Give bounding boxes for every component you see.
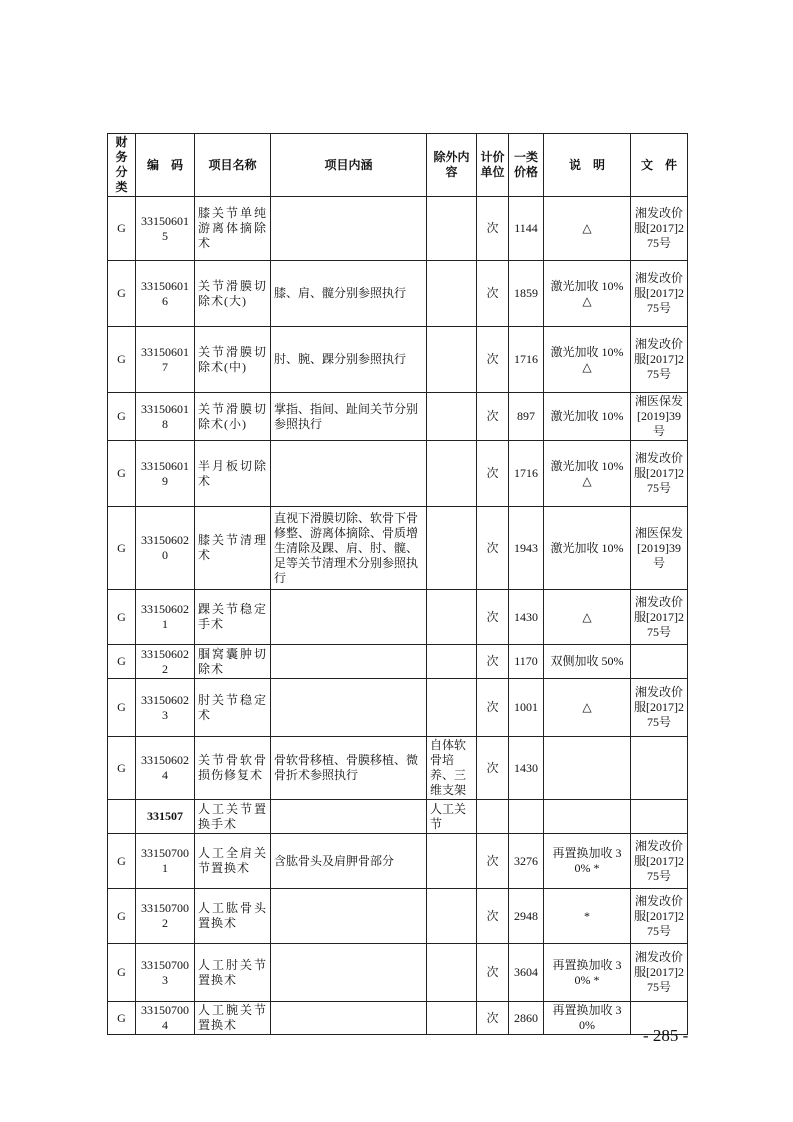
cell-note: △ bbox=[544, 590, 631, 645]
header-content: 项目内涵 bbox=[271, 134, 427, 197]
cell-excluded bbox=[427, 679, 477, 737]
cell-code: 331507002 bbox=[136, 889, 195, 944]
cell-category: G bbox=[108, 679, 136, 737]
cell-price: 3276 bbox=[509, 834, 544, 889]
cell-content: 掌指、指间、趾间关节分别参照执行 bbox=[271, 393, 427, 441]
cell-code: 331506020 bbox=[136, 507, 195, 590]
header-excluded: 除外内容 bbox=[427, 134, 477, 197]
cell-content bbox=[271, 441, 427, 507]
cell-note: 激光加收 10% bbox=[544, 393, 631, 441]
cell-note: 再置换加收 30% bbox=[544, 1002, 631, 1035]
cell-unit: 次 bbox=[477, 261, 509, 327]
cell-name: 膝关节清理术 bbox=[195, 507, 271, 590]
cell-doc: 湘发改价服[2017]275号 bbox=[631, 834, 688, 889]
cell-code: 331506017 bbox=[136, 327, 195, 393]
cell-doc bbox=[631, 737, 688, 800]
cell-category: G bbox=[108, 889, 136, 944]
table-row bbox=[108, 1002, 688, 1035]
cell-unit: 次 bbox=[477, 834, 509, 889]
cell-note bbox=[544, 737, 631, 800]
cell-name: 关节滑膜切除术(大) bbox=[195, 261, 271, 327]
cell-name: 人工肱骨头置换术 bbox=[195, 889, 271, 944]
cell-code: 331507001 bbox=[136, 834, 195, 889]
cell-code: 331506018 bbox=[136, 393, 195, 441]
table-row bbox=[108, 834, 688, 889]
cell-code: 331506016 bbox=[136, 261, 195, 327]
cell-unit: 次 bbox=[477, 679, 509, 737]
cell-price: 1430 bbox=[509, 590, 544, 645]
cell-name: 关节滑膜切除术(小) bbox=[195, 393, 271, 441]
cell-content bbox=[271, 645, 427, 679]
cell-category: G bbox=[108, 507, 136, 590]
cell-content: 骨软骨移植、骨膜移植、微骨折术参照执行 bbox=[271, 737, 427, 800]
cell-content: 肘、腕、踝分别参照执行 bbox=[271, 327, 427, 393]
cell-note: 激光加收 10% △ bbox=[544, 261, 631, 327]
cell-excluded bbox=[427, 507, 477, 590]
cell-price: 2948 bbox=[509, 889, 544, 944]
cell-price: 1170 bbox=[509, 645, 544, 679]
header-doc: 文 件 bbox=[631, 134, 688, 197]
cell-price: 1943 bbox=[509, 507, 544, 590]
table-row bbox=[108, 944, 688, 1002]
table-row bbox=[108, 261, 688, 327]
cell-doc bbox=[631, 645, 688, 679]
cell-name: 人工腕关节置换术 bbox=[195, 1002, 271, 1035]
cell-content: 含肱骨头及肩胛骨部分 bbox=[271, 834, 427, 889]
cell-excluded: 人工关节 bbox=[427, 800, 477, 834]
cell-price: 897 bbox=[509, 393, 544, 441]
cell-name: 腘窝囊肿切除术 bbox=[195, 645, 271, 679]
cell-name: 肘关节稳定术 bbox=[195, 679, 271, 737]
cell-content bbox=[271, 944, 427, 1002]
cell-code: 331506022 bbox=[136, 645, 195, 679]
cell-doc: 湘发改价服[2017]275号 bbox=[631, 261, 688, 327]
cell-unit: 次 bbox=[477, 393, 509, 441]
cell-category: G bbox=[108, 197, 136, 261]
cell-content: 膝、肩、髋分别参照执行 bbox=[271, 261, 427, 327]
cell-price: 1001 bbox=[509, 679, 544, 737]
header-code: 编 码 bbox=[136, 134, 195, 197]
cell-price: 1716 bbox=[509, 441, 544, 507]
cell-content bbox=[271, 889, 427, 944]
cell-doc: 湘发改价服[2017]275号 bbox=[631, 327, 688, 393]
cell-excluded bbox=[427, 944, 477, 1002]
cell-note: * bbox=[544, 889, 631, 944]
cell-content bbox=[271, 800, 427, 834]
cell-note: 激光加收 10% △ bbox=[544, 441, 631, 507]
cell-note: 双侧加收 50% bbox=[544, 645, 631, 679]
cell-excluded bbox=[427, 327, 477, 393]
cell-doc: 湘发改价服[2017]275号 bbox=[631, 197, 688, 261]
cell-name: 人工肘关节置换术 bbox=[195, 944, 271, 1002]
cell-unit: 次 bbox=[477, 944, 509, 1002]
cell-content bbox=[271, 679, 427, 737]
header-name: 项目名称 bbox=[195, 134, 271, 197]
cell-price: 1144 bbox=[509, 197, 544, 261]
cell-excluded bbox=[427, 889, 477, 944]
cell-code: 331507 bbox=[136, 800, 195, 834]
cell-price: 3604 bbox=[509, 944, 544, 1002]
cell-price bbox=[509, 800, 544, 834]
cell-note: 激光加收 10% bbox=[544, 507, 631, 590]
table-row bbox=[108, 197, 688, 261]
table-row bbox=[108, 393, 688, 441]
cell-note bbox=[544, 800, 631, 834]
cell-content bbox=[271, 1002, 427, 1035]
cell-content: 直视下滑膜切除、软骨下骨修整、游离体摘除、骨质增生清除及踝、肩、肘、髋、足等关节清理术分别参照执行 bbox=[271, 507, 427, 590]
cell-category bbox=[108, 800, 136, 834]
cell-code: 331507004 bbox=[136, 1002, 195, 1035]
cell-content bbox=[271, 197, 427, 261]
cell-category: G bbox=[108, 834, 136, 889]
table-row bbox=[108, 327, 688, 393]
cell-name: 膝关节单纯游离体摘除术 bbox=[195, 197, 271, 261]
cell-doc bbox=[631, 800, 688, 834]
cell-doc: 湘发改价服[2017]275号 bbox=[631, 441, 688, 507]
cell-excluded bbox=[427, 1002, 477, 1035]
cell-code: 331506019 bbox=[136, 441, 195, 507]
table-header-row bbox=[108, 134, 688, 197]
cell-doc: 湘医保发[2019]39号 bbox=[631, 393, 688, 441]
cell-code: 331506024 bbox=[136, 737, 195, 800]
cell-excluded bbox=[427, 441, 477, 507]
cell-code: 331507003 bbox=[136, 944, 195, 1002]
cell-excluded bbox=[427, 197, 477, 261]
cell-unit: 次 bbox=[477, 197, 509, 261]
cell-excluded bbox=[427, 393, 477, 441]
table-row bbox=[108, 507, 688, 590]
cell-doc: 湘发改价服[2017]275号 bbox=[631, 590, 688, 645]
cell-excluded bbox=[427, 645, 477, 679]
cell-excluded bbox=[427, 834, 477, 889]
header-note: 说 明 bbox=[544, 134, 631, 197]
cell-note: △ bbox=[544, 679, 631, 737]
cell-unit: 次 bbox=[477, 507, 509, 590]
cell-note: 激光加收 10% △ bbox=[544, 327, 631, 393]
cell-code: 331506021 bbox=[136, 590, 195, 645]
cell-name: 半月板切除术 bbox=[195, 441, 271, 507]
cell-note: △ bbox=[544, 197, 631, 261]
cell-category: G bbox=[108, 261, 136, 327]
cell-doc: 湘发改价服[2017]275号 bbox=[631, 679, 688, 737]
cell-price: 1716 bbox=[509, 327, 544, 393]
cell-code: 331506023 bbox=[136, 679, 195, 737]
cell-doc: 湘发改价服[2017]275号 bbox=[631, 889, 688, 944]
table-row bbox=[108, 679, 688, 737]
cell-category: G bbox=[108, 393, 136, 441]
cell-category: G bbox=[108, 441, 136, 507]
cell-excluded bbox=[427, 261, 477, 327]
cell-unit: 次 bbox=[477, 645, 509, 679]
header-category: 财务分类 bbox=[108, 134, 136, 197]
cell-name: 人工关节置换手术 bbox=[195, 800, 271, 834]
cell-unit: 次 bbox=[477, 327, 509, 393]
cell-category: G bbox=[108, 645, 136, 679]
cell-unit: 次 bbox=[477, 590, 509, 645]
cell-unit bbox=[477, 800, 509, 834]
cell-code: 331506015 bbox=[136, 197, 195, 261]
cell-note: 再置换加收 30% * bbox=[544, 944, 631, 1002]
cell-doc: 湘发改价服[2017]275号 bbox=[631, 944, 688, 1002]
cell-price: 1430 bbox=[509, 737, 544, 800]
fee-schedule-table bbox=[107, 133, 688, 1035]
cell-name: 关节滑膜切除术(中) bbox=[195, 327, 271, 393]
cell-category: G bbox=[108, 737, 136, 800]
cell-name: 人工全肩关节置换术 bbox=[195, 834, 271, 889]
cell-unit: 次 bbox=[477, 441, 509, 507]
table-row bbox=[108, 590, 688, 645]
cell-price: 1859 bbox=[509, 261, 544, 327]
cell-price: 2860 bbox=[509, 1002, 544, 1035]
cell-unit: 次 bbox=[477, 737, 509, 800]
cell-excluded bbox=[427, 590, 477, 645]
cell-excluded: 自体软骨培养、三维支架 bbox=[427, 737, 477, 800]
table-row bbox=[108, 737, 688, 800]
cell-category: G bbox=[108, 327, 136, 393]
cell-content bbox=[271, 590, 427, 645]
cell-doc: 湘医保发[2019]39号 bbox=[631, 507, 688, 590]
table-row bbox=[108, 645, 688, 679]
page-number: - 285 - bbox=[643, 1026, 689, 1045]
table-row bbox=[108, 889, 688, 944]
cell-note: 再置换加收 30% * bbox=[544, 834, 631, 889]
table-row bbox=[108, 441, 688, 507]
cell-category: G bbox=[108, 590, 136, 645]
header-price: 一类价格 bbox=[509, 134, 544, 197]
cell-unit: 次 bbox=[477, 1002, 509, 1035]
cell-name: 踝关节稳定手术 bbox=[195, 590, 271, 645]
cell-unit: 次 bbox=[477, 889, 509, 944]
table-row-section bbox=[108, 800, 688, 834]
cell-category: G bbox=[108, 1002, 136, 1035]
header-unit: 计价单位 bbox=[477, 134, 509, 197]
cell-name: 关节骨软骨损伤修复术 bbox=[195, 737, 271, 800]
cell-category: G bbox=[108, 944, 136, 1002]
